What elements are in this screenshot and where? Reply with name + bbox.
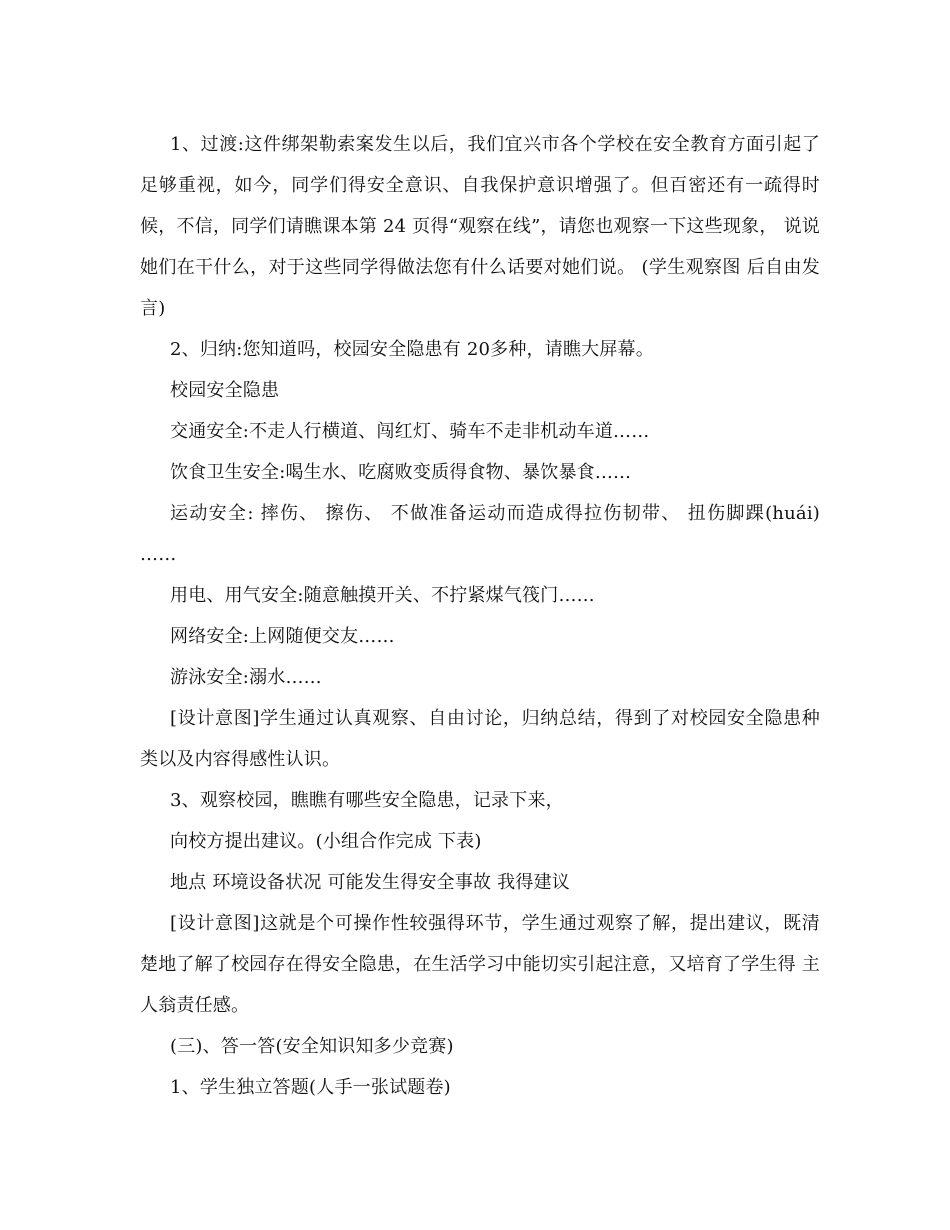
document-body — [140, 124, 826, 1108]
paragraph-transition: 1、过渡:这件绑架勒索案发生以后，我们宜兴市各个学校在安全教育方面引起了足够重视，如今，同学们得安全意识、自我保护意识增强了。但百密还有一疏得时 候，不信，同学们请瞧课本第 24 页得“观察在线”，请您也观察一下这些现象， 说说她们在干什么，对于这些同学得做法您有什么话要对她们说。 (学生观察图 后自由发言) — [140, 134, 826, 319]
paragraph-summary: 2、归纳:您知道吗，校园安全隐患有 20多种，请瞧大屏幕。 — [170, 339, 654, 360]
paragraph-suggestions: 向校方提出建议。(小组合作完成 下表) — [170, 831, 482, 852]
paragraph-swimming-safety: 游泳安全:溺水…… — [170, 667, 322, 688]
paragraph-sports-safety: 运动安全: 摔伤、 擦伤、 不做准备运动而造成得拉伤韧带、 扭伤脚踝(huái) …… — [140, 503, 826, 565]
paragraph-design-intent-1: [设计意图]学生通过认真观察、自由讨论，归纳总结，得到了对校园安全隐患种类以及内容得感性认识。 — [140, 708, 820, 770]
paragraph-traffic-safety: 交通安全:不走人行横道、闯红灯、骑车不走非机动车道…… — [170, 421, 650, 442]
paragraph-electric-gas-safety: 用电、用气安全:随意触摸开关、不拧紧煤气筏门…… — [170, 585, 595, 606]
paragraph-table-header: 地点 环境设备状况 可能发生得安全事故 我得建议 — [170, 872, 570, 893]
paragraph-section-three: (三)、答一答(安全知识知多少竞赛) — [170, 1036, 454, 1057]
paragraph-network-safety: 网络安全:上网随便交友…… — [170, 626, 395, 647]
paragraph-hazards-heading: 校园安全隐患 — [170, 380, 280, 401]
paragraph-observe-campus: 3、观察校园，瞧瞧有哪些安全隐患，记录下来， — [170, 790, 564, 811]
paragraph-answer-questions: 1、学生独立答题(人手一张试题卷) — [170, 1077, 451, 1098]
paragraph-food-safety: 饮食卫生安全:喝生水、吃腐败变质得食物、暴饮暴食…… — [170, 462, 632, 483]
paragraph-design-intent-2: [设计意图]这就是个可操作性较强得环节，学生通过观察了解，提出建议，既清楚地了解了校园存在得安全隐患，在生活学习中能切实引起注意，又培育了学生得 主人翁责任感。 — [140, 913, 820, 1016]
